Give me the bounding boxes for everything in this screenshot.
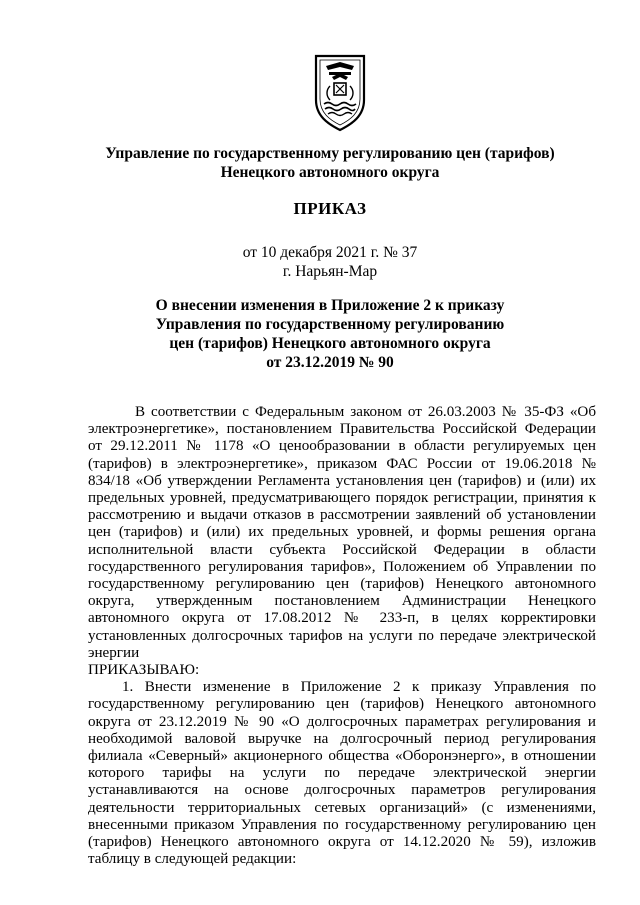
- subject-line-1: О внесении изменения в Приложение 2 к приказу: [155, 297, 505, 314]
- document-type: ПРИКАЗ: [293, 199, 367, 218]
- org-line-1: Управление по государственному регулированию цен (тарифов): [105, 145, 555, 162]
- order-word: ПРИКАЗЫВАЮ:: [88, 662, 200, 679]
- document-city: г. Нарьян-Мар: [282, 263, 378, 280]
- org-line-2: Ненецкого автономного округа: [220, 164, 440, 181]
- coat-of-arms-emblem: [312, 52, 368, 132]
- document-subject: [0, 296, 640, 372]
- subject-line-3: цен (тарифов) Ненецкого автономного округа: [169, 335, 491, 352]
- document-meta: [0, 243, 640, 281]
- subject-line-2: Управления по государственному регулированию: [155, 316, 505, 333]
- organization-name: [0, 144, 640, 182]
- document-date-number: от 10 декабря 2021 г. № 37: [242, 244, 418, 261]
- document-body: [88, 404, 596, 868]
- order-item-1: 1. Внести изменение в Приложение 2 к приказу Управления по государственному регулированию цен (тарифов) Ненецкого автономного округа от 23.12.2019 № 90 «О долгосрочных параметрах регулирования и необходимой валовой выручке на долгосрочный период регулирования филиала «Северный» акционерного общества «Оборонэнерго», в отношении которого тарифы на услуги по передаче электрической энергии устанавливаются на основе долгосрочных параметров регулирования деятельности территориальных сетевых организаций» (с изменениями, внесенными приказом Управления по государственному регулированию цен (тарифов) Ненецкого автономного округа от 14.12.2020 № 59), изложив таблицу в следующей редакции:: [88, 679, 596, 868]
- preamble-paragraph: В соответствии с Федеральным законом от 26.03.2003 № 35-ФЗ «Об электроэнергетике», постановлением Правительства Российской Федерации от 29.12.2011 № 1178 «О ценообразовании в области регулируемых цен (тарифов) в электроэнергетике», приказом ФАС России от 19.06.2018 № 834/18 «Об утверждении Регламента установления цен (тарифов) и (или) их предельных уровней, предусматривающего порядок регистрации, принятия к рассмотрению и выдачи отказов в рассмотрении заявлений об установлении цен (тарифов) и (или) их предельных уровней, и формы решения органа исполнительной власти субъекта Российской Федерации в области государственного регулирования тарифов», Положением об Управлении по государственному регулированию цен (тарифов) Ненецкого автономного округа, утвержденным постановлением Администрации Ненецкого автономного округа от 17.08.2012 № 233-п, в целях корректировки установленных долгосрочных тарифов на услуги по передаче электрической энергии: [88, 404, 596, 661]
- subject-line-4: от 23.12.2019 № 90: [266, 354, 394, 371]
